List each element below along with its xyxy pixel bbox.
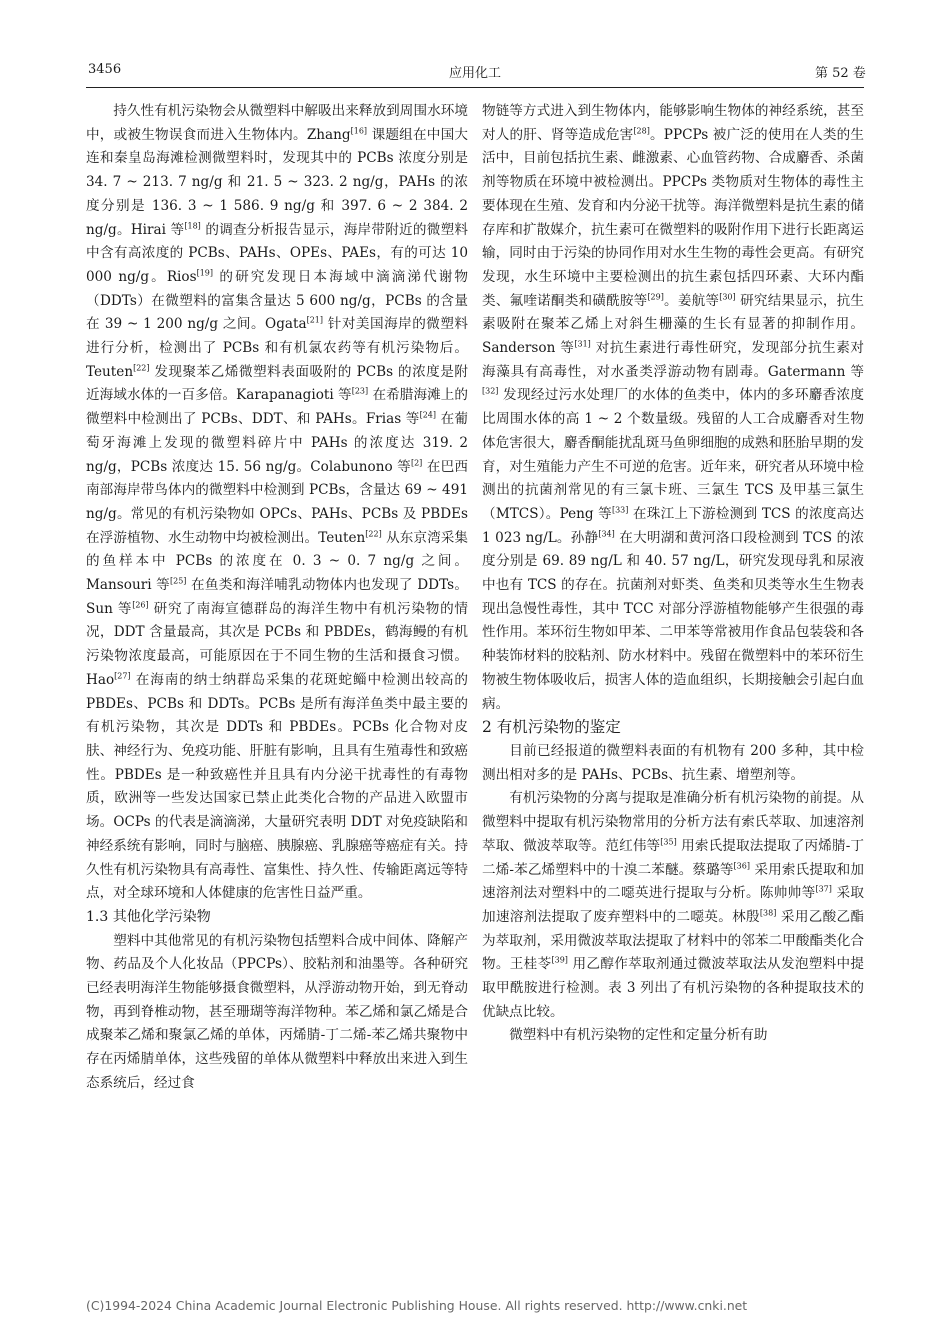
paragraph: 微塑料中有机污染物的定性和定量分析有助 xyxy=(509,1027,768,1044)
page-number: 3456 xyxy=(88,62,122,77)
paragraph: 有机污染物的分离与提取是准确分析有机污染物的前提。从微塑料中提取有机污染物常用的分析方法有索氏萃取、加速溶剂萃取、微波萃取等。范红伟等[35] 用索氏提取法提取了丙烯腈-丁二烯-苯乙烯塑料中的十溴二苯醚。蔡璐等[36] 采用索氏提取和加速溶剂法对塑料中的二噁英进行提取与分析。陈帅帅等[37] 采取加速溶剂法提取了废弃塑料中的二噁英。林殷[38] 采用乙酸乙酯为萃取剂，采用微波萃取法提取了材料中的邻苯二甲酸酯类化合物。王桂苓[39] 用乙醇作萃取剂通过微波萃取法从发泡塑料中提取甲酰胺进行检测。表 3 列出了有机污染物的各种提取技术的优缺点比较。 xyxy=(482,790,865,1020)
journal-title: 应用化工 xyxy=(448,66,501,81)
copyright-footer: (C)1994-2024 China Academic Journal Electronic Publishing House. All rights reserved. http://www.cnki.net xyxy=(86,1298,748,1313)
header-rule xyxy=(86,87,864,88)
volume-label: 第 52 卷 xyxy=(815,66,866,81)
left-column xyxy=(86,100,468,1096)
paragraph: 物链等方式进入到生物体内，能够影响生物体的神经系统，甚至对人的肝、肾等造成危害[28]。PPCPs 被广泛的使用在人类的生活中，目前包括抗生素、雌激素、心血管药物、合成麝香、杀菌剂等物质在环境中被检测出。PPCPs 类物质对生物体的毒性主要体现在生殖、发育和内分泌干扰等。海洋微塑料是抗生素的储存库和扩散媒介，抗生素可在微塑料的吸附作用下进行长距离运输，同时由于污染的协同作用对水生生物的毒性会更高。有研究发现，水生环境中主要检测出的抗生素包括四环素、大环内酯类、氟喹诺酮类和磺酰胺等[29]。姜航等[30] 研究结果显示，抗生素吸附在聚苯乙烯上对斜生栅藻的生长有显著的抑制作用。Sanderson 等[31] 对抗生素进行毒性研究，发现部分抗生素对海藻具有高毒性，对水蚤类浮游动物有剧毒。Gatermann 等[32] 发现经过污水处理厂的水体的鱼类中，体内的多环麝香浓度比周围水体的高 1 ~ 2 个数量级。残留的人工合成麝香对生物体危害很大，麝香酮能扰乱斑马鱼卵细胞的成熟和胚胎早期的发育，对生殖能力产生不可逆的危害。近年来，研究者从环境中检测出的抗菌剂常见的有三氯卡班、三氯生 TCS 及甲基三氯生（MTCS）。Peng 等[33] 在珠江上下游检测到 TCS 的浓度高达 1 023 ng/L。孙静[34] 在大明湖和黄河洛口段检测到 TCS 的浓度分别是 69. 89 ng/L 和 40. 57 ng/L，研究发现母乳和尿液中也有 TCS 的存在。抗菌剂对虾类、鱼类和贝类等水生生物表现出急慢性毒性，其中 TCC 对部分浮游植物能够产生很强的毒性作用。苯环衍生物如甲苯、二甲苯等常被用作食品包装袋和各种装饰材料的胶粘剂、防水材料中。残留在微塑料中的苯环衍生物被生物体吸收后，损害人体的造血组织，长期接触会引起白血病。 xyxy=(482,103,865,712)
paragraph: 目前已经报道的微塑料表面的有机物有 200 多种，其中检测出相对多的是 PAHs、PCBs、抗生素、增塑剂等。 xyxy=(482,742,864,783)
section-heading: 2 有机污染物的鉴定 xyxy=(482,718,621,737)
right-column xyxy=(482,100,864,1048)
paragraph: 持久性有机污染物会从微塑料中解吸出来释放到周围水环境中，或被生物误食而进入生物体内。Zhang[16] 课题组在中国大连和秦皇岛海滩检测微塑料时，发现其中的 PCBs 浓度分别是 34. 7 ~ 213. 7 ng/g 和 21. 5 ~ 323. 2 ng/g，PAHs 的浓度分别是 136. 3 ~ 1 586. 9 ng/g 和 397. 6 ~ 2 384. 2 ng/g。Hirai 等[18] 的调查分析报告显示，海岸带附近的微塑料中含有高浓度的 PCBs、PAHs、OPEs、PAEs，有的可达 10 000 ng/g。Rios[19] 的研究发现日本海域中滴滴涕代谢物（DDTs）在微塑料的富集含量达 5 600 ng/g，PCBs 的含量在 39 ~ 1 200 ng/g 之间。Ogata[21] 针对美国海岸的微塑料进行分析，检测出了 PCBs 和有机氯农药等有机污染物后。Teuten[22] 发现聚苯乙烯微塑料表面吸附的 PCBs 的浓度是附近海域水体的一百多倍。Karapanagioti 等[23] 在希腊海滩上的微塑料中检测出了 PCBs、DDT、和 PAHs。Frias 等[24] 在葡萄牙海滩上发现的微塑料碎片中 PAHs 的浓度达 319. 2 ng/g，PCBs 浓度达 15. 56 ng/g。Colabunono 等[2] 在巴西南部海岸带鸟体内的微塑料中检测到 PCBs，含量达 69 ~ 491 ng/g。常见的有机污染物如 OPCs、PAHs、PCBs 及 PBDEs 在浮游植物、水生动物中均被检测出。Teuten[22] 从东京湾采集的鱼样本中 PCBs 的浓度在 0. 3 ~ 0. 7 ng/g 之间。Mansouri 等[25] 在鱼类和海洋哺乳动物体内也发现了 DDTs。Sun 等[26] 研究了南海宣德群岛的海洋生物中有机污染物的情况，DDT 含量最高，其次是 PCBs 和 PBDEs，鹤海鳗的有机污染物浓度最高，可能原因在于不同生物的生活和摄食习惯。Hao[27] 在海南的纳士纳群岛采集的花斑蛇鲻中检测出较高的 PBDEs、PCBs 和 DDTs。PCBs 是所有海洋鱼类中最主要的有机污染物，其次是 DDTs 和 PBDEs。PCBs 化合物对皮肤、神经行为、免疫功能、肝脏有影响，且具有生殖毒性和致癌性。PBDEs 是一种致癌性并且具有内分泌干扰毒性的有毒物质，欧洲等一些发达国家已禁止此类化合物的产品进入欧盟市场。OCPs 的代表是滴滴涕，大量研究表明 DDT 对免疫缺陷和神经系统有影响，同时与脑癌、胰腺癌、乳腺癌等癌症有关。持久性有机污染物具有高毒性、富集性、持久性、传输距离远等特点，对全球环境和人体健康的危害性日益严重。 xyxy=(86,103,469,902)
paragraph: 塑料中其他常见的有机污染物包括塑料合成中间体、降解产物、药品及个人化妆品（PPCPs）、胶粘剂和油墨等。各种研究已经表明海洋生物能够摄食微塑料，从浮游动物开始，到无脊动物，再到脊椎动物，甚至珊瑚等海洋物种。苯乙烯和氯乙烯是合成聚苯乙烯和聚氯乙烯的单体，丙烯腈-丁二烯-苯乙烯共聚物中存在丙烯腈单体，这些残留的单体从微塑料中释放出来进入到生态系统后，经过食 xyxy=(86,932,468,1091)
subsection-heading: 1.3 其他化学污染物 xyxy=(86,908,211,925)
